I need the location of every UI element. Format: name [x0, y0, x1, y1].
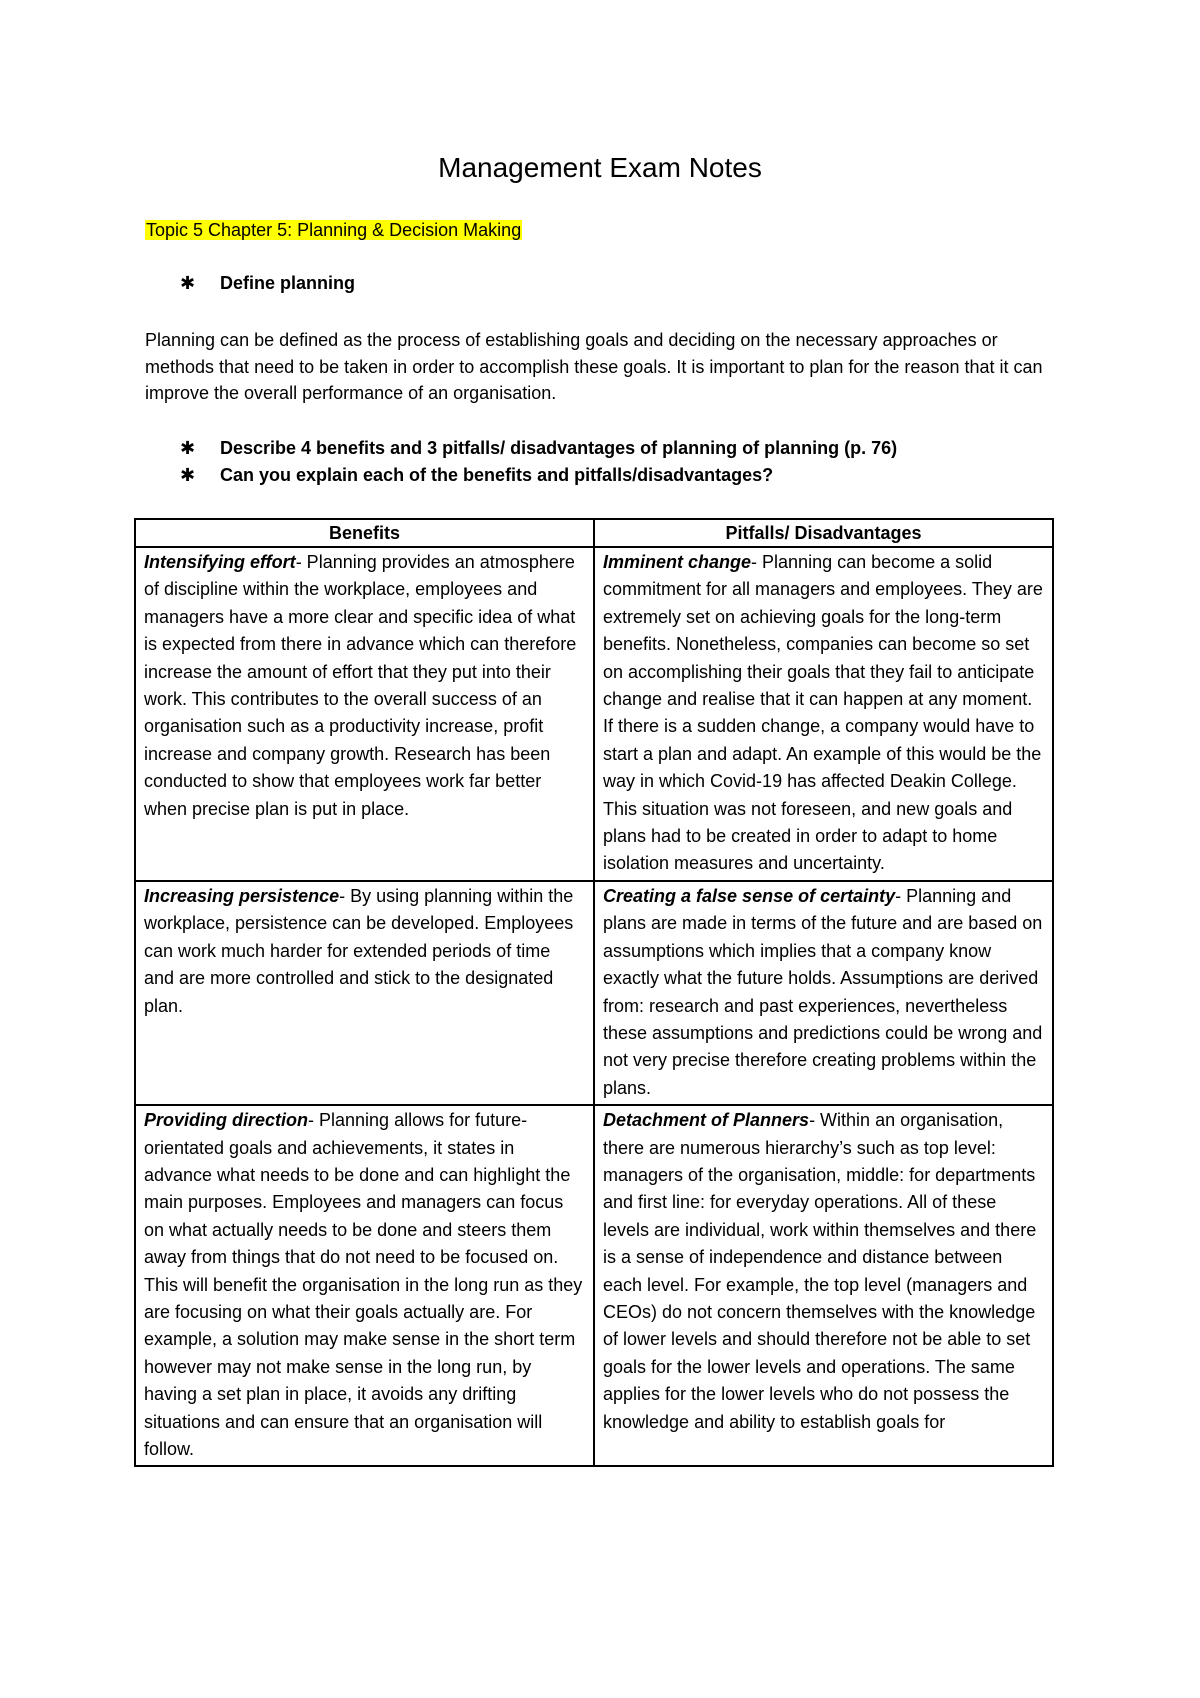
pitfall-text: - Planning can become a solid commitment for all managers and employees. They are extremely set on achieving goals for the long-term benefits. Nonetheless, companies can become so set on accomplishing their goals that they fail to anticipate change and realise that it can happen at any moment. If there is a sudden change, a company would have to start a plan and adapt. An example of this would be the way in which Covid-19 has affected Deakin College. This situation was not foreseen, and new goals and plans had to be created in order to adapt to home isolation measures and uncertainty.	[603, 552, 1043, 874]
header-pitfalls: Pitfalls/ Disadvantages	[594, 519, 1053, 547]
bullet-star-icon: ✱	[180, 273, 196, 293]
pitfall-term: Detachment of Planners	[603, 1110, 810, 1131]
question-text: Define planning	[220, 273, 355, 293]
benefit-cell	[135, 1105, 594, 1466]
benefit-cell	[135, 881, 594, 1105]
question-define-planning	[180, 271, 355, 295]
pitfall-cell	[594, 1105, 1053, 1466]
page-title: Management Exam Notes	[438, 152, 762, 183]
benefit-cell	[135, 547, 594, 881]
benefit-text: - Planning provides an atmosphere of discipline within the workplace, employees and managers have a more clear and specific idea of what is expected from there in advance which can therefore increase the amount of effort that they put into their work. This contributes to the overall success of an organisation such as a productivity increase, profit increase and company growth. Research has been conducted to show that employees work far better when precise plan is put in place.	[144, 552, 577, 819]
pitfall-term: Imminent change	[603, 552, 752, 572]
definition-paragraph: Planning can be defined as the process of establishing goals and deciding on the necessary approaches or methods that need to be taken in order to accomplish these goals. It is important to plan for the reason that it can improve the overall performance of an organisation.	[145, 330, 1043, 403]
topic-highlight: Topic 5 Chapter 5: Planning & Decision Making	[146, 220, 522, 240]
question-text: Describe 4 benefits and 3 pitfalls/ disadvantages of planning of planning (p. 76)	[220, 438, 898, 458]
benefit-term: Increasing persistence	[144, 885, 340, 906]
question-explain	[180, 463, 773, 487]
bullet-star-icon: ✱	[180, 438, 196, 458]
table-header-row	[135, 519, 1053, 547]
benefit-text: - Planning allows for future-orientated goals and achievements, it states in advance what needs to be done and can highlight the main purposes. Employees and managers can focus on what actually needs to be done and steers them away from things that do not need to be focused on. This will benefit the organisation in the long run as they are focusing on what their goals actually are. For example, a solution may make sense in the short term however may not make sense in the long run, by having a set plan in place, it avoids any drifting situations and can ensure that an organisation will follow.	[144, 1110, 583, 1459]
question-benefits-pitfalls	[180, 436, 897, 460]
bullet-star-icon: ✱	[180, 465, 196, 485]
question-text: Can you explain each of the benefits and pitfalls/disadvantages?	[220, 465, 774, 485]
pitfall-term: Creating a false sense of certainty	[603, 885, 896, 906]
benefit-term: Providing direction	[144, 1110, 309, 1131]
benefits-pitfalls-table	[134, 518, 1054, 1467]
benefit-term: Intensifying effort	[144, 552, 296, 572]
table-row	[135, 547, 1053, 881]
header-benefits: Benefits	[135, 519, 594, 547]
topic-heading	[145, 218, 522, 242]
benefit-text: - By using planning within the workplace, persistence can be developed. Employees can work much harder for extended periods of time and are more controlled and stick to the designated plan.	[144, 885, 574, 1016]
table-row	[135, 881, 1053, 1105]
pitfall-cell	[594, 881, 1053, 1105]
pitfall-cell	[594, 547, 1053, 881]
table-row	[135, 1105, 1053, 1466]
pitfall-text: - Within an organisation, there are numerous hierarchy’s such as top level: managers of the organisation, middle: for departments and first line: for everyday operations. All of these levels are individual, work within themselves and there is a sense of independence and distance between each level. For example, the top level (managers and CEOs) do not concern themselves with the knowledge of lower levels and should therefore not be able to set goals for the lower levels and operations. The same applies for the lower levels who do not possess the knowledge and ability to establish goals for	[603, 1110, 1037, 1432]
pitfall-text: - Planning and plans are made in terms of the future and are based on assumptions which implies that a company know exactly what the future holds. Assumptions are derived from: research and past experiences, nevertheless these assumptions and predictions could be wrong and not very precise therefore creating problems within the plans.	[603, 885, 1043, 1098]
